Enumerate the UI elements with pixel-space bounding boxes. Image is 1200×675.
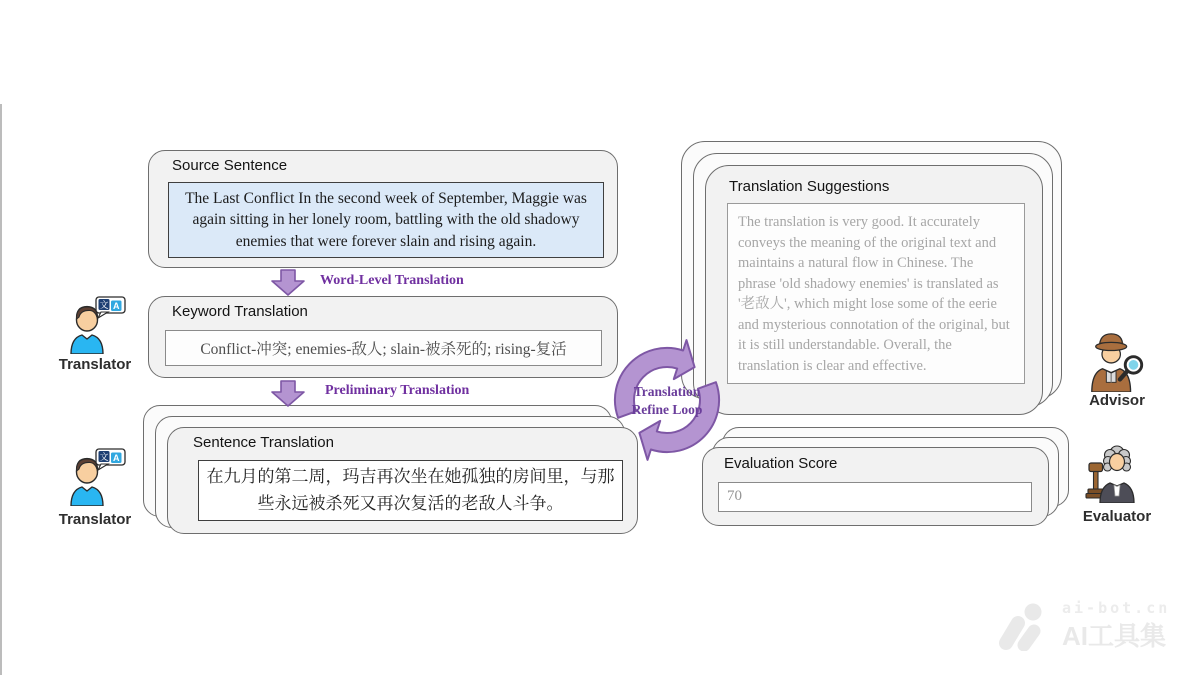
- evaluator-icon: [1084, 441, 1150, 503]
- translator-icon: [63, 296, 127, 354]
- translator-bottom-label: Translator: [58, 511, 132, 528]
- refine-loop-label-line2: Refine Loop: [631, 402, 703, 417]
- evaluation-score-title: Evaluation Score: [724, 455, 838, 472]
- keyword-translation-title: Keyword Translation: [172, 303, 308, 320]
- advisor-label: Advisor: [1089, 392, 1145, 409]
- translate-glyph-a: A: [112, 301, 120, 311]
- translator-top-label: Translator: [58, 356, 132, 373]
- word-level-translation-label: Word-Level Translation: [320, 273, 464, 288]
- watermark-site-text: ai-bot.cn: [1062, 599, 1171, 617]
- keyword-translation-text: Conflict-冲突; enemies-敌人; slain-被杀死的; rising-复活: [165, 330, 602, 366]
- translation-suggestions-title: Translation Suggestions: [729, 178, 890, 195]
- ai-bot-logo-icon: [998, 603, 1050, 651]
- refine-loop-icon: [605, 338, 729, 462]
- refine-loop-label-line1: Translation: [633, 384, 701, 399]
- sentence-translation-text: 在九月的第二周，玛吉再次坐在她孤独的房间里，与那些永远被杀死又再次复活的老敌人斗争。: [198, 460, 623, 521]
- evaluation-score-value: 70: [718, 482, 1032, 512]
- down-arrow-icon: [270, 380, 306, 407]
- translate-glyph-a: A: [112, 453, 120, 463]
- translator-icon: [63, 448, 127, 506]
- sentence-translation-title: Sentence Translation: [193, 434, 334, 451]
- evaluator-label: Evaluator: [1082, 508, 1152, 525]
- translate-glyph-zh: 文: [99, 300, 109, 310]
- source-sentence-text: The Last Conflict In the second week of September, Maggie was again sitting in her lonely room, battling with the old shadowy enemies that were forever slain and rising again.: [168, 182, 604, 258]
- preliminary-translation-label: Preliminary Translation: [325, 383, 470, 398]
- screen-edge-line: [0, 104, 2, 675]
- down-arrow-icon: [270, 269, 306, 296]
- watermark: [998, 597, 1200, 655]
- source-sentence-title: Source Sentence: [172, 157, 288, 174]
- watermark-brand-text: AI工具集: [1062, 621, 1167, 651]
- translate-glyph-zh: 文: [99, 452, 109, 462]
- translation-suggestions-text: The translation is very good. It accurately conveys the meaning of the original text and maintains a natural flow in Chinese. The phrase 'old shadowy enemies' is translated as '老敌人', which might lose some of the eerie and mysterious connotation of the original, but it is still understandable. Overall, the translation is clear and effective.: [727, 203, 1025, 384]
- advisor-icon: [1086, 330, 1148, 392]
